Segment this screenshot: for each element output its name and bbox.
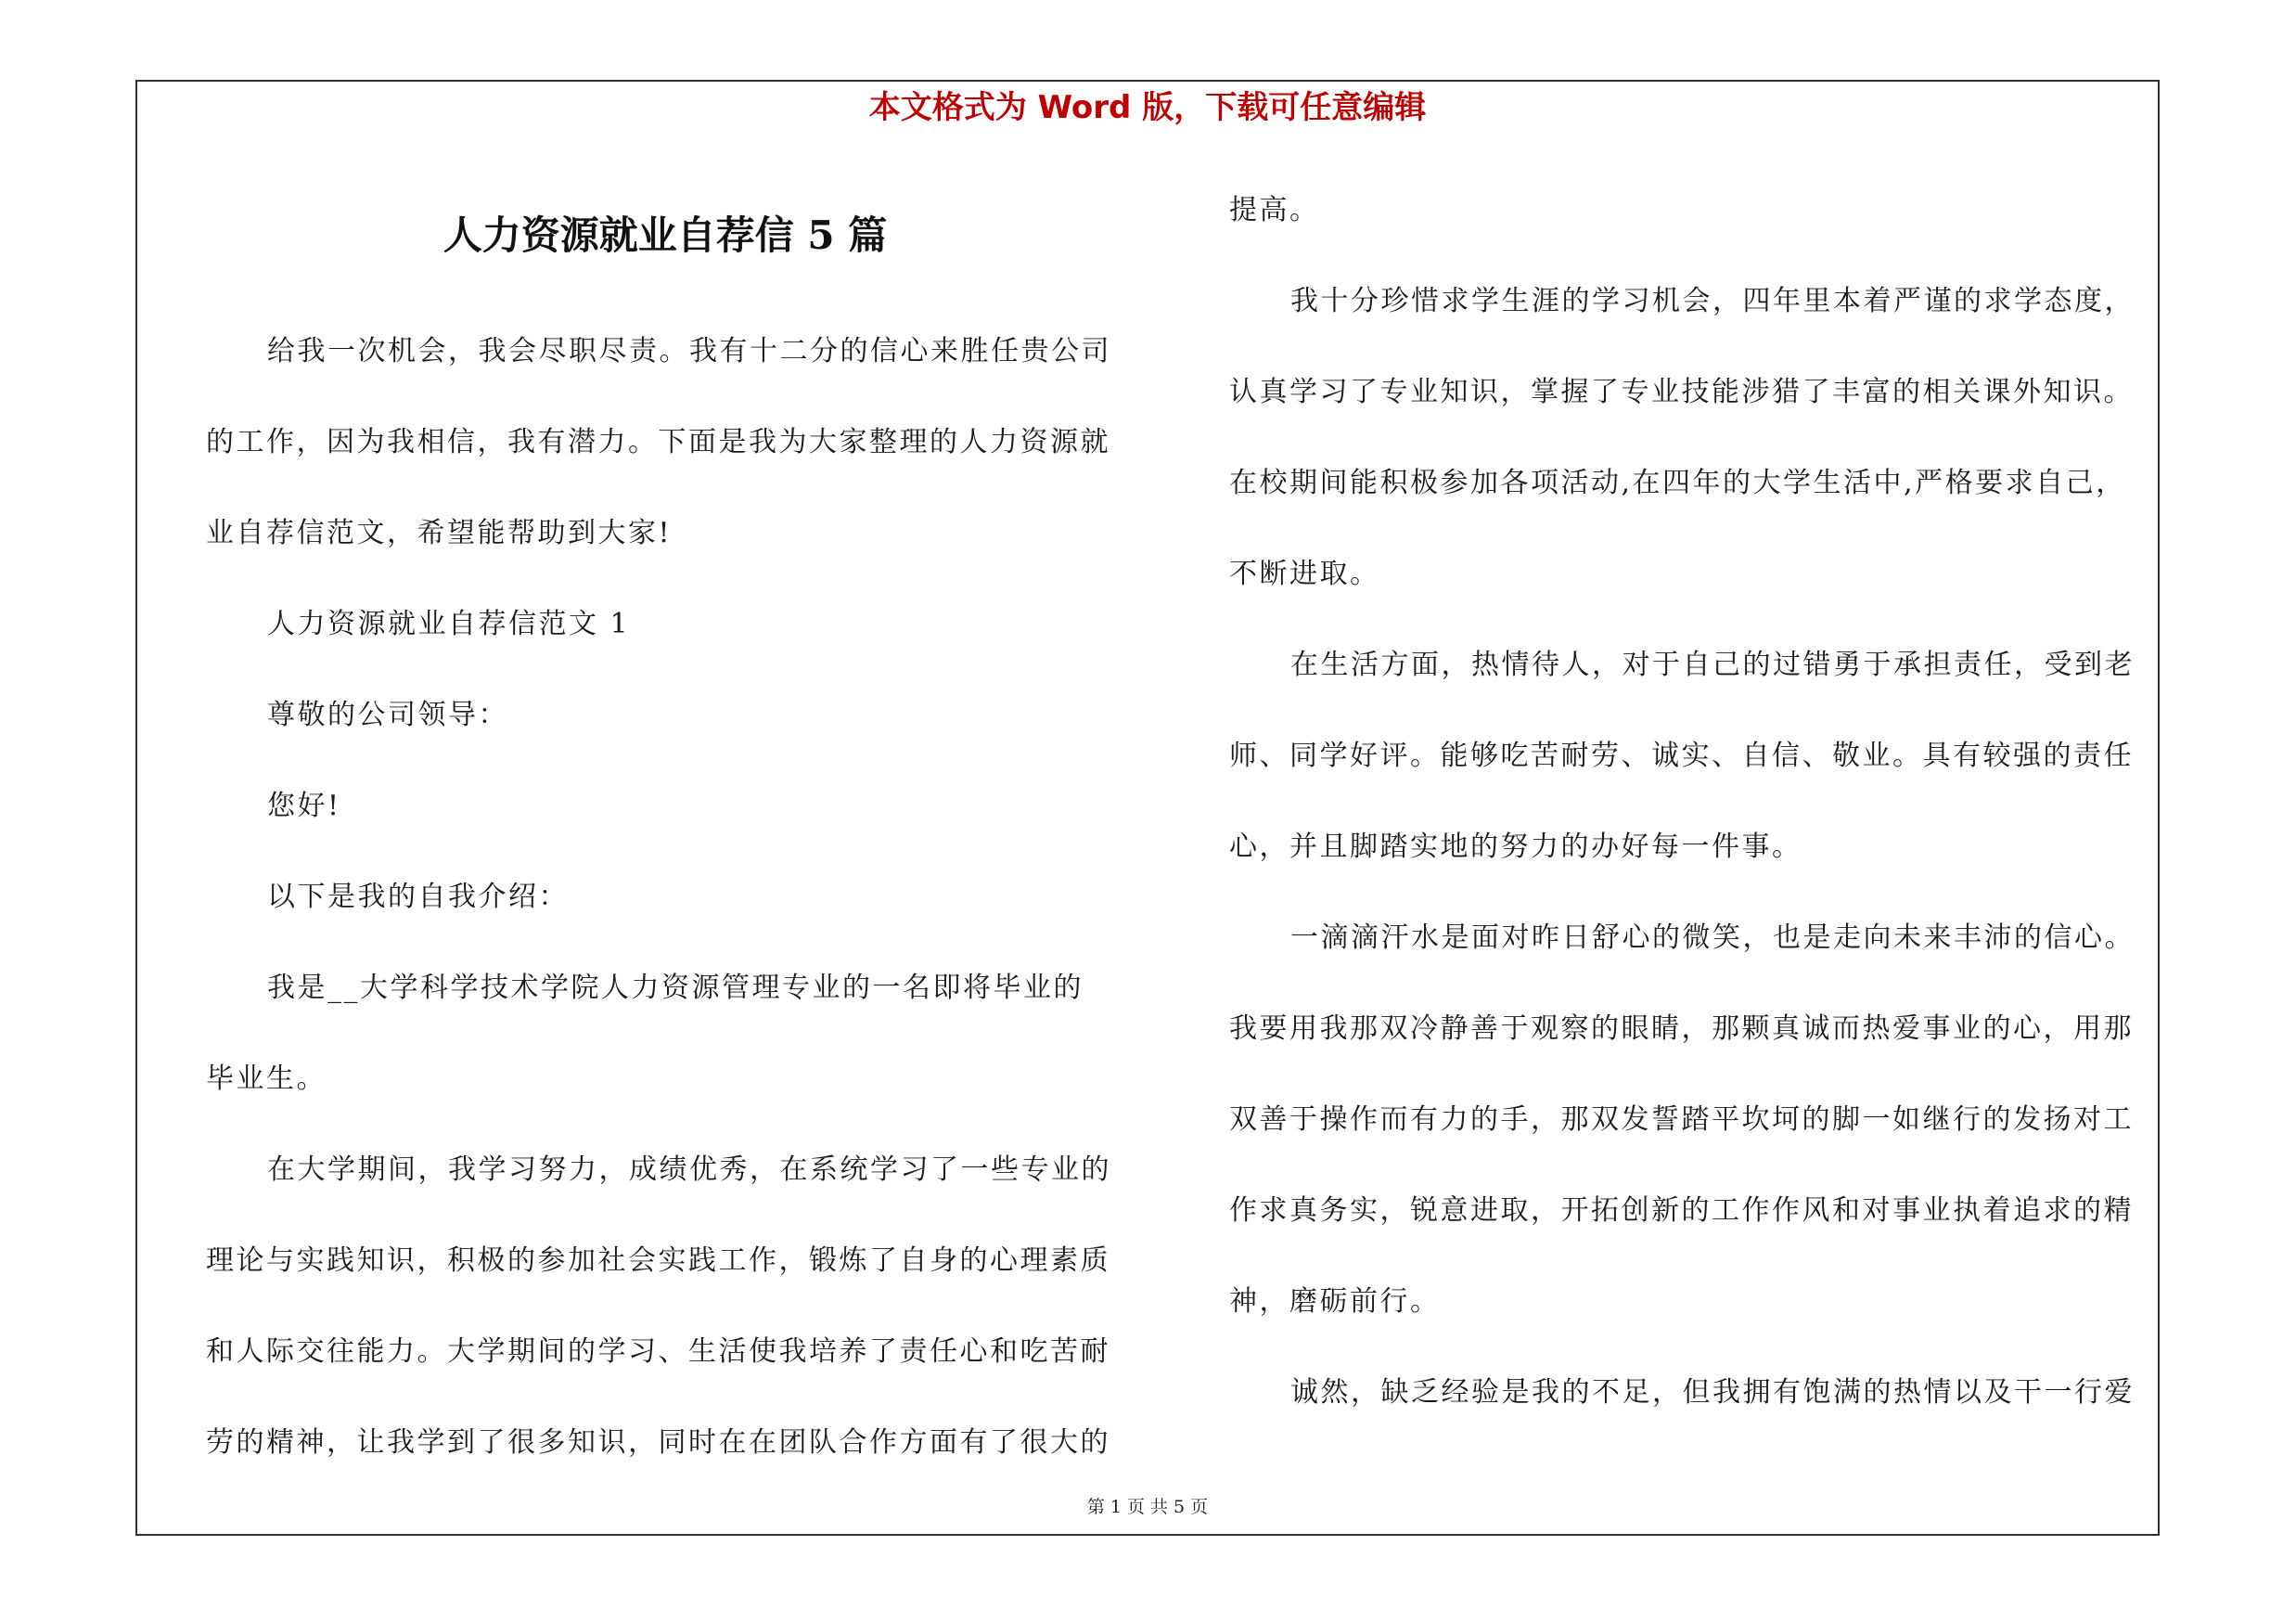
paragraph-heading-sample-1 [206,579,1124,670]
text-line: 您好! [267,790,341,822]
text-line: 我十分珍惜求学生涯的学习机会，四年里本着严谨的求学态度， [1290,285,2135,317]
paragraph-salutation [206,670,1124,761]
text-line: 在大学期间，我学习努力，成绩优秀，在系统学习了一些专业的 [267,1153,1111,1186]
text-line: 认真学习了专业知识，掌握了专业技能涉猎了丰富的相关课外知识。 [1229,376,2134,408]
text-line: 不断进取。 [1229,558,1380,590]
text-line: 我是__大学科学技术学院人力资源管理专业的一名即将毕业的 [267,972,1084,1004]
text-line: 以下是我的自我介绍： [267,881,569,913]
text-line: 理论与实践知识，积极的参加社会实践工作，锻炼了自身的心理素质 [206,1244,1110,1277]
paragraph-greeting [206,761,1124,852]
text-line: 在生活方面，热情待人，对于自己的过错勇于承担责任，受到老 [1290,649,2135,681]
text-line: 我要用我那双冷静善于观察的眼睛，那颗真诚而热爱事业的心，用那 [1229,1012,2134,1045]
text-line: 劳的精神，让我学到了很多知识，同时在在团队合作方面有了很大的 [206,1426,1110,1459]
text-line: 双善于操作而有力的手，那双发誓踏平坎坷的脚一如继行的发扬对工 [1229,1103,2134,1136]
paragraph-experience [1229,1347,2157,1438]
page-number-footer: 第 1 页 共 5 页 [1086,1497,1209,1517]
word-format-banner: 本文格式为 Word 版，下载可任意编辑 [868,89,1427,126]
text-line: 师、同学好评。能够吃苦耐劳、诚实、自信、敬业。具有较强的责任 [1229,740,2134,772]
text-line: 神，磨砺前行。 [1229,1285,1441,1318]
paragraph-university [206,1125,1124,1488]
text-line: 人力资源就业自荐信范文 1 [267,608,631,640]
paragraph-self-intro-lead [206,852,1124,943]
text-line: 和人际交往能力。大学期间的学习、生活使我培养了责任心和吃苦耐 [206,1335,1110,1368]
text-line: 心，并且脚踏实地的努力的办好每一件事。 [1229,831,1802,863]
text-line: 尊敬的公司领导： [267,699,508,731]
text-line: 作求真务实，锐意进取，开拓创新的工作作风和对事业执着追求的精 [1229,1194,2134,1227]
text-line: 毕业生。 [206,1063,327,1095]
text-line: 业自荐信范文，希望能帮助到大家! [206,517,673,549]
text-line: 诚然，缺乏经验是我的不足，但我拥有饱满的热情以及干一行爱 [1290,1376,2135,1409]
document-title: 人力资源就业自荐信 5 篇 [443,213,888,258]
paragraph-intro [206,306,1124,579]
paragraph-self-intro [206,943,1124,1125]
paragraph-aspiration [1229,893,2157,1347]
text-line: 的工作，因为我相信，我有潜力。下面是我为大家整理的人力资源就 [206,426,1110,458]
text-line: 给我一次机会，我会尽职尽责。我有十二分的信心来胜任贵公司 [267,335,1111,367]
text-line: 在校期间能积极参加各项活动,在四年的大学生活中,严格要求自己， [1229,467,2126,499]
paragraph-study [1229,256,2157,620]
text-line: 一滴滴汗水是面对昨日舒心的微笑，也是走向未来丰沛的信心。 [1290,921,2135,954]
text-line: 提高。 [1229,194,1320,226]
paragraph-continued [1229,165,2157,256]
paragraph-life [1229,620,2157,893]
